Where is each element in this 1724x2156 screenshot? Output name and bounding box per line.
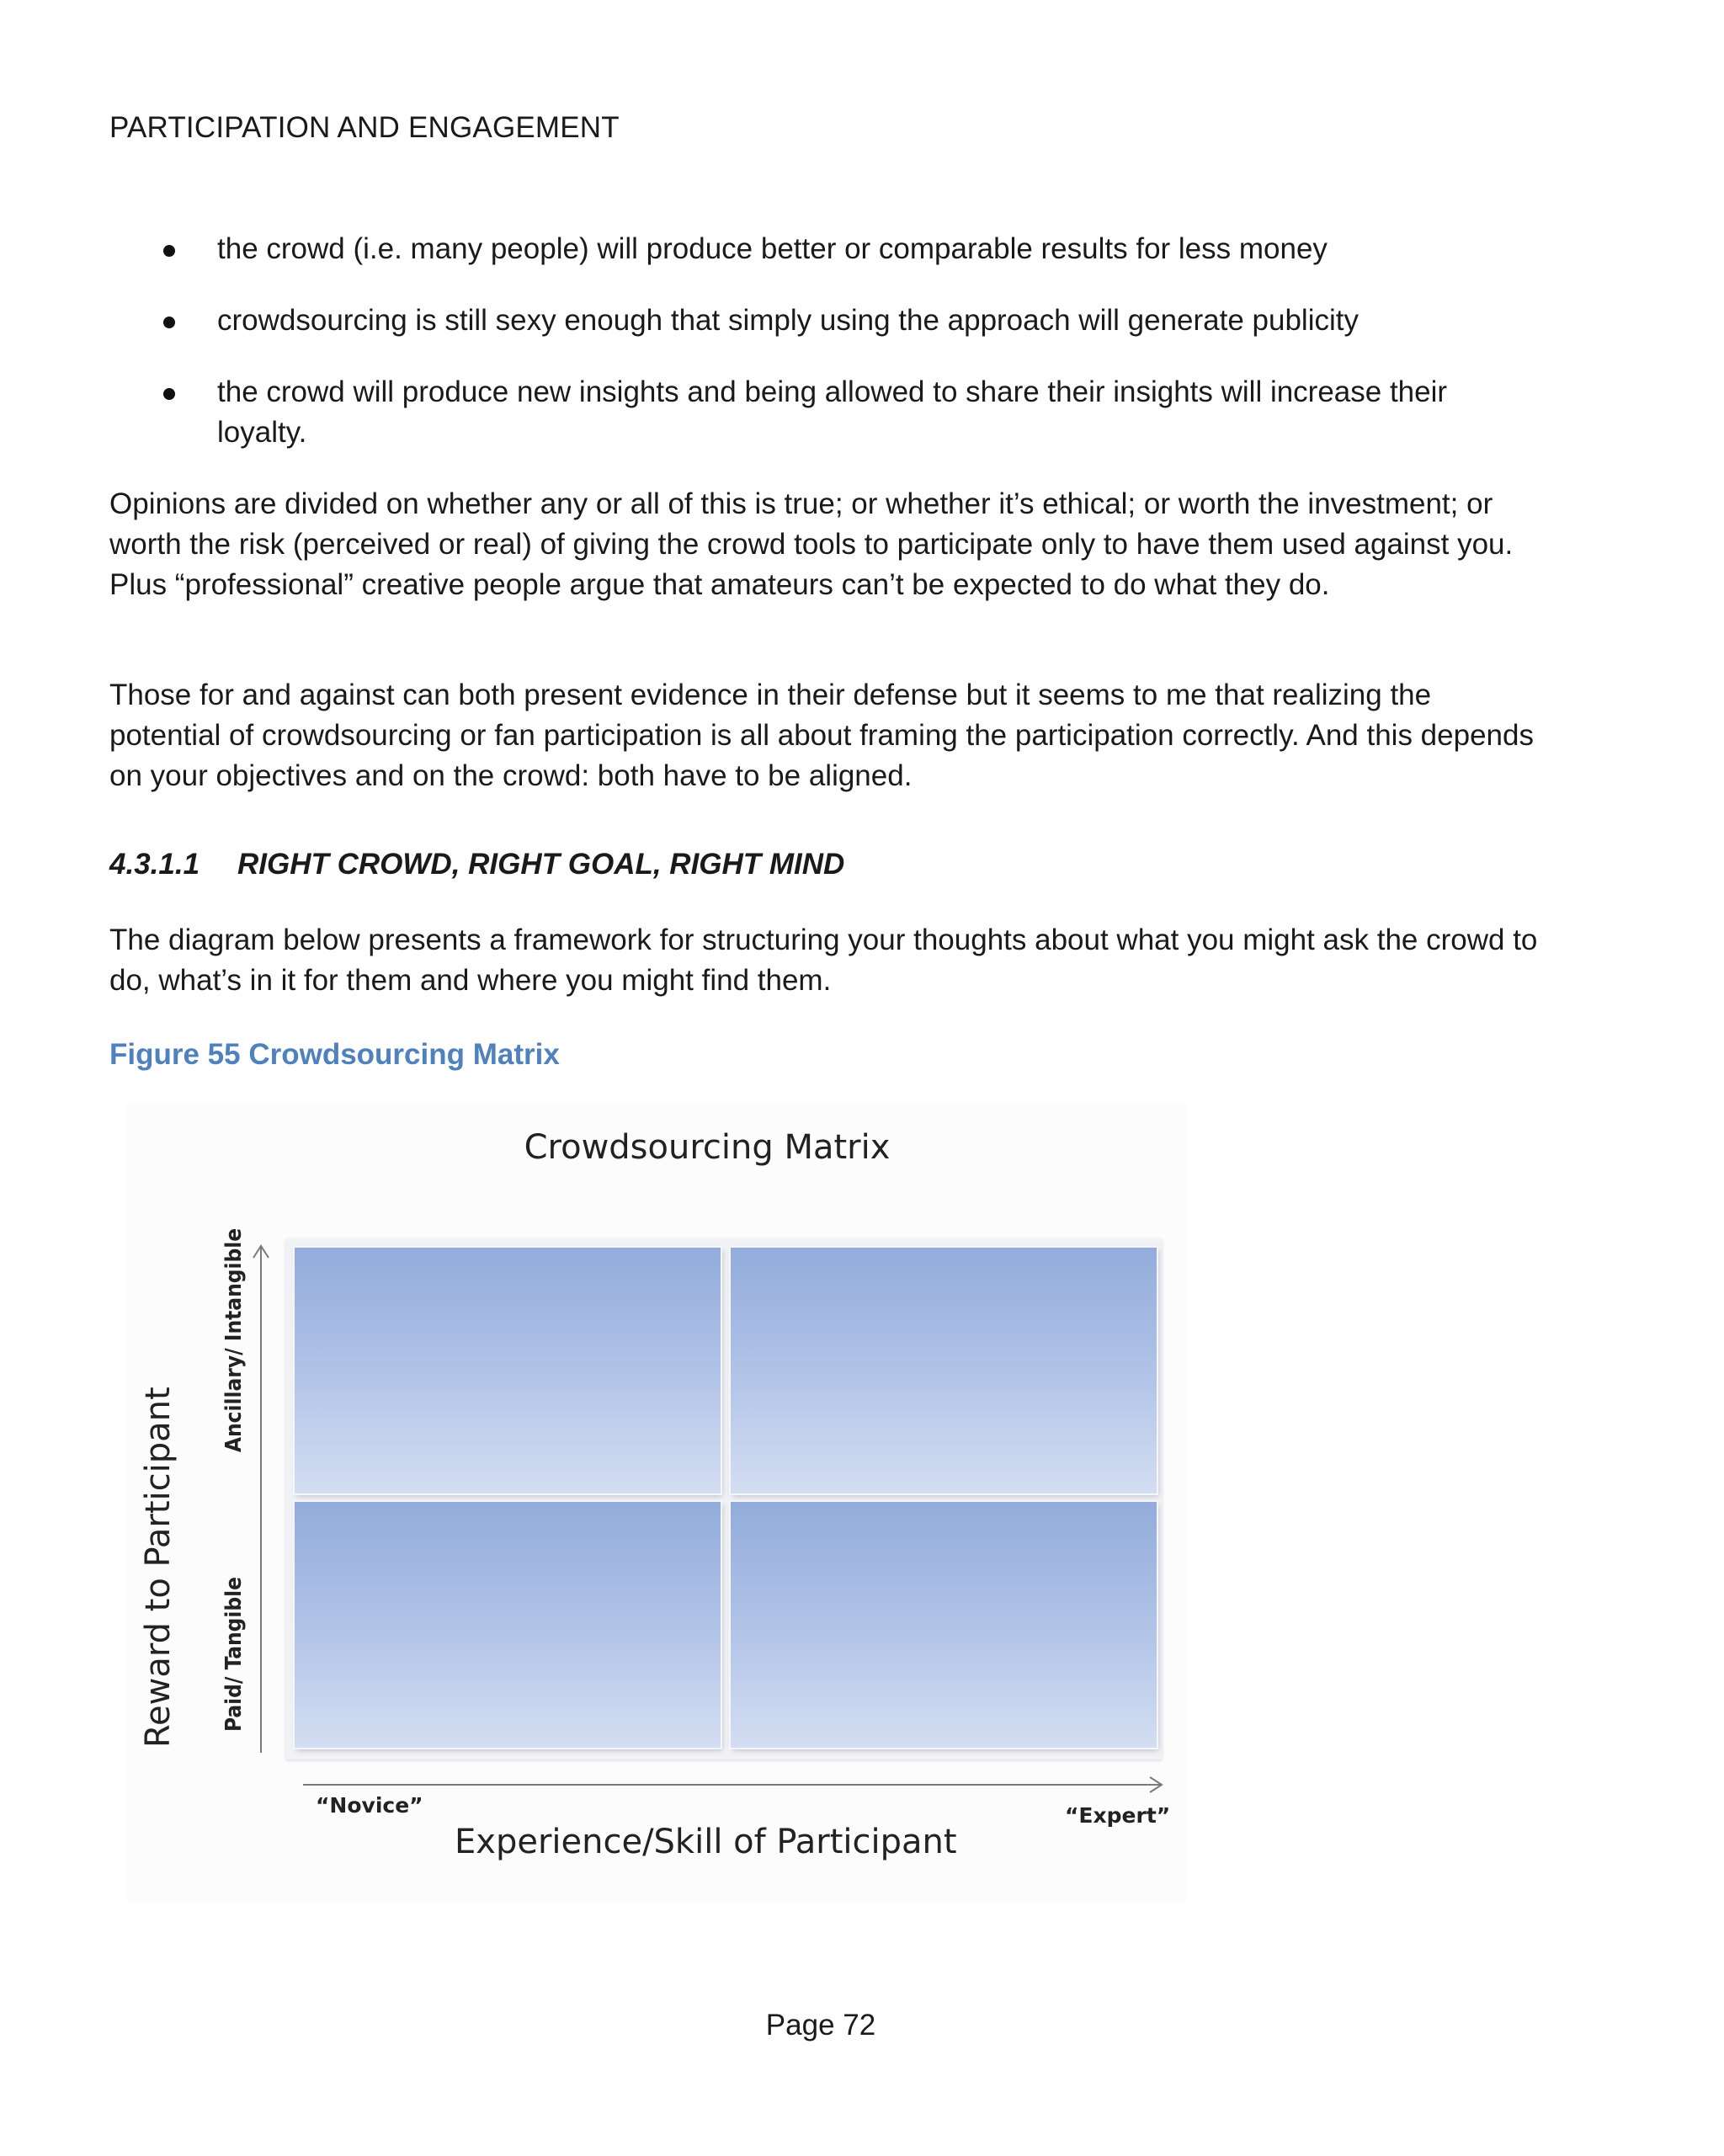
paragraph-evidence: Those for and against can both present evidence in their defense but it seems to me that realizing the potential of crowdsourcing or fan participation is all about framing the participation correctly. And this depends on your objectives and on the crowd: both have to be aligned. <box>109 679 1534 792</box>
section-title: RIGHT CROWD, RIGHT GOAL, RIGHT MIND <box>237 848 845 881</box>
paragraph-opinions: Opinions are divided on whether any or all of this is true; or whether it’s ethical; or worth the investment; or worth the risk (perceived or real) of giving the crowd tools to participate only to have them used against you. Plus “professional” creative people argue that amateurs can’t be expected to do what they do. <box>109 487 1514 601</box>
paragraph-diagram-intro: The diagram below presents a framework for structuring your thoughts about what you might ask the crowd to do, what’s in it for them and where you might find them. <box>109 924 1538 997</box>
crowdsourcing-matrix-figure <box>126 1103 1187 1903</box>
bullet-list <box>160 229 1540 484</box>
section-heading <box>109 848 844 881</box>
section-number: 4.3.1.1 <box>109 848 200 881</box>
figure-title: Crowdsourcing Matrix <box>524 1128 891 1167</box>
x-tick-left: “Novice” <box>316 1793 423 1818</box>
y-axis-label: Reward to Participant <box>139 1387 178 1748</box>
bullet-item: crowdsourcing is still sexy enough that simply using the approach will generate publicity <box>160 301 1540 341</box>
page-number: Page 72 <box>765 2009 876 2042</box>
y-tick-bottom: Paid/ Tangible <box>221 1576 247 1733</box>
x-axis-label: Experience/Skill of Participant <box>455 1823 957 1861</box>
bullet-item: the crowd (i.e. many people) will produce better or comparable results for less money <box>160 229 1540 269</box>
y-tick-top: Ancillary/ Intangible <box>221 1227 247 1453</box>
bullet-item: the crowd will produce new insights and being allowed to share their insights will increase their loyalty. <box>160 372 1540 453</box>
axis-arrows <box>126 1103 1187 1903</box>
figure-caption: Figure 55 Crowdsourcing Matrix <box>109 1038 560 1071</box>
x-tick-right: “Expert” <box>1065 1803 1171 1828</box>
running-header: PARTICIPATION AND ENGAGEMENT <box>109 111 620 144</box>
